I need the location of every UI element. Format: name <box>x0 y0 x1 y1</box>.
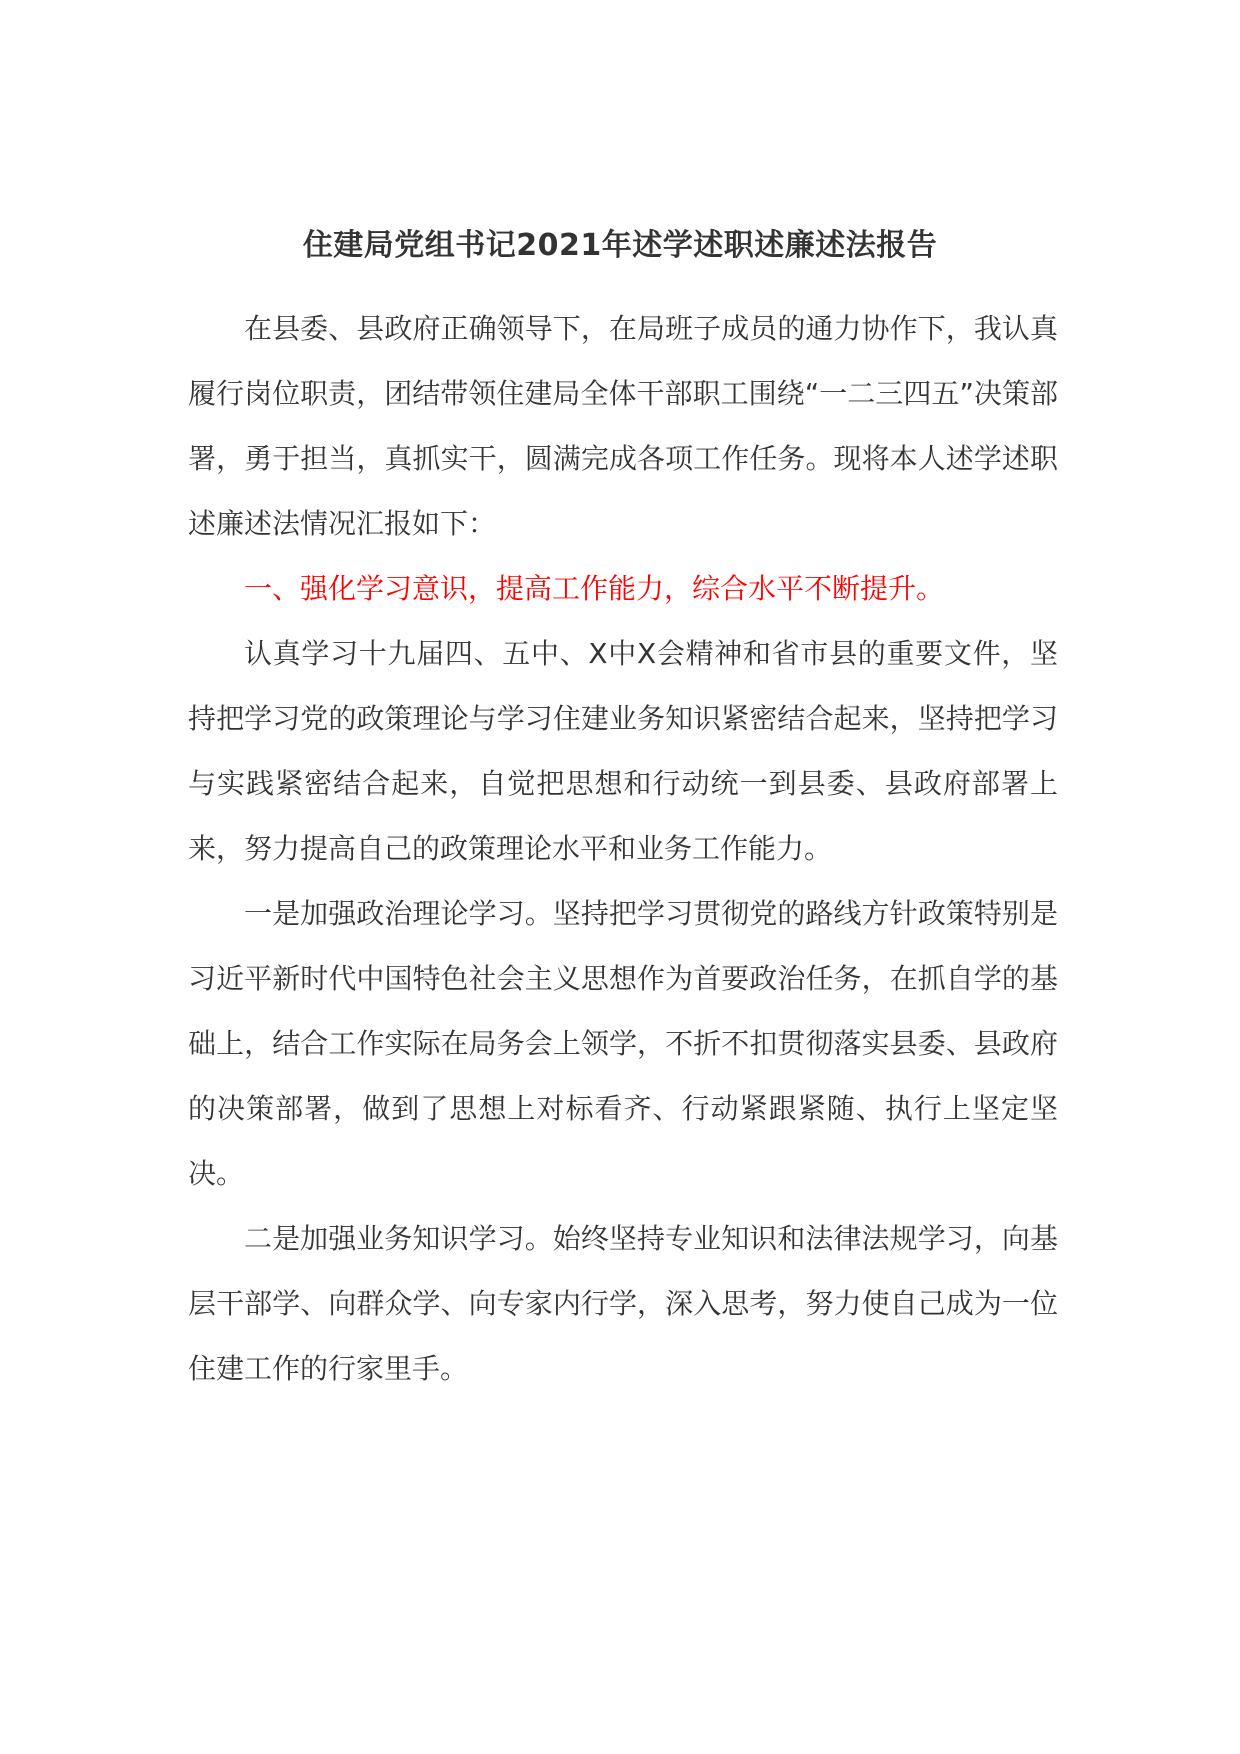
section-paragraph: 认真学习十九届四、五中、X中X会精神和省市县的重要文件，坚持把学习党的政策理论与学习住建业务知识紧密结合起来，坚持把学习与实践紧密结合起来，自觉把思想和行动统一到县委、县政府部署上来，努力提高自己的政策理论水平和业务工作能力。 <box>188 637 1058 865</box>
political-theory-paragraph: 一是加强政治理论学习。坚持把学习贯彻党的路线方针政策特别是习近平新时代中国特色社会主义思想作为首要政治任务，在抓自学的基础上，结合工作实际在局务会上领学，不折不扣贯彻落实县委、县政府的决策部署，做到了思想上对标看齐、行动紧跟紧随、执行上坚定坚决。 <box>188 897 1058 1190</box>
section-heading: 一、强化学习意识，提高工作能力，综合水平不断提升。 <box>244 572 945 605</box>
business-knowledge-paragraph: 二是加强业务知识学习。始终坚持专业知识和法律法规学习，向基层干部学、向群众学、向专家内行学，深入思考，努力使自己成为一位住建工作的行家里手。 <box>188 1222 1058 1385</box>
document-body <box>188 296 1058 1401</box>
document-title: 住建局党组书记2021年述学述职述廉述法报告 <box>302 228 938 264</box>
intro-paragraph: 在县委、县政府正确领导下，在局班子成员的通力协作下，我认真履行岗位职责，团结带领住建局全体干部职工围绕“一二三四五”决策部署，勇于担当，真抓实干，圆满完成各项工作任务。现将本人述学述职述廉述法情况汇报如下： <box>188 312 1058 540</box>
